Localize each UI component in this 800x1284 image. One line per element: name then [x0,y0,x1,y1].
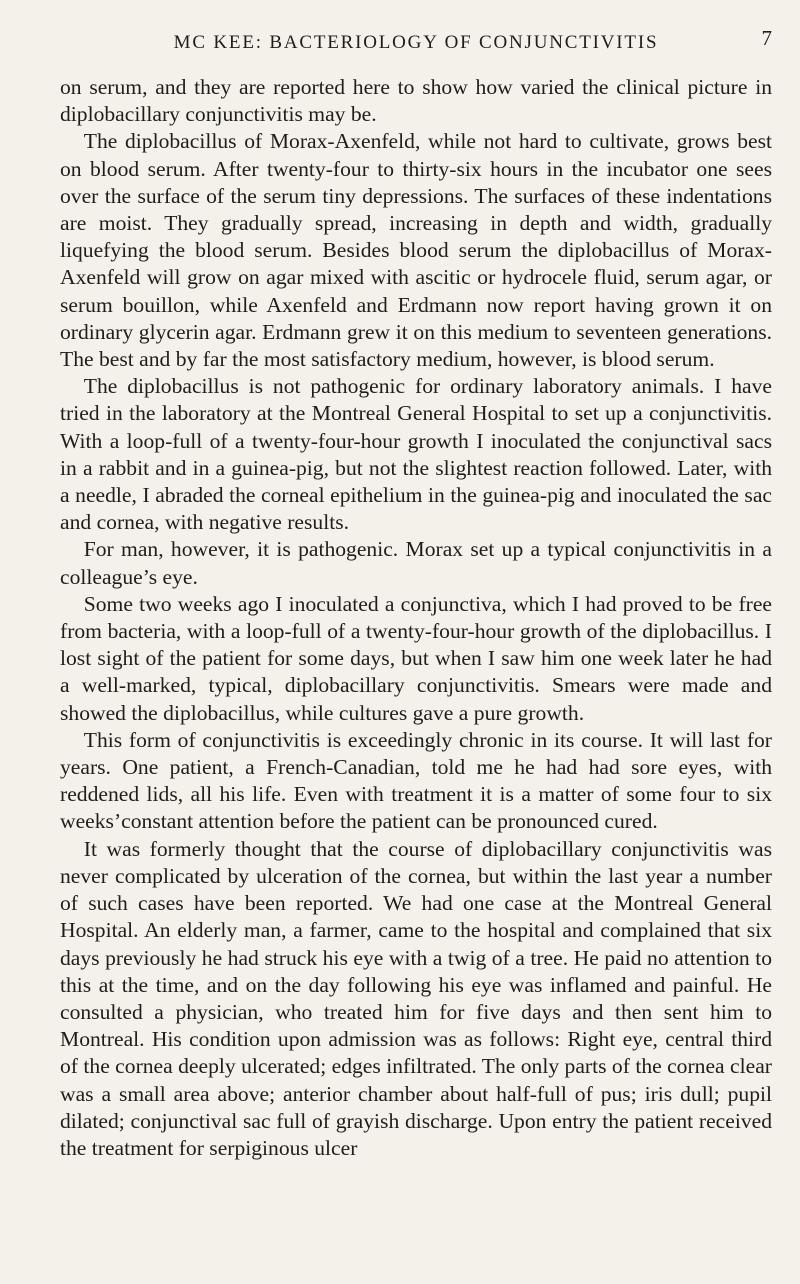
paragraph: Some two weeks ago I inoculated a conjunctiva, which I had proved to be free from bacteria, with a loop-full of a twenty-four-hour growth of the diplobacillus. I lost sight of the patient for some days, but when I saw him one week later he had a well-marked, typical, diplobacillary conjunctivitis. Smears were made and showed the diplobacillus, while cultures gave a pure growth. [60,591,772,725]
paragraph: The diplobacillus of Morax-Axenfeld, while not hard to cultivate, grows best on blood serum. After twenty-four to thirty-six hours in the incubator one sees over the surface of the serum tiny depressions. The surfaces of these indentations are moist. They gradually spread, increasing in depth and width, gradually liquefying the blood serum. Besides blood serum the diplobacillus of Morax-Axenfeld will grow on agar mixed with ascitic or hydrocele fluid, serum agar, or serum bouillon, while Axenfeld and Erdmann now report having grown it on ordinary glycerin agar. Erdmann grew it on this medium to seventeen generations. The best and by far the most satisfactory medium, however, is blood serum. [60,129,772,372]
paragraph: The diplobacillus is not pathogenic for ordinary laboratory animals. I have tried in the laboratory at the Montreal General Hospital to set up a conjunctivitis. With a loop-full of a twenty-four-hour growth I inoculated the conjunctival sacs in a rabbit and in a guinea-pig, but not the slightest reaction followed. Later, with a needle, I abraded the corneal epithelium in the guinea-pig and inoculated the sac and cornea, with negative results. [60,374,772,535]
body-text [60,74,772,1162]
paragraph: This form of conjunctivitis is exceedingly chronic in its course. It will last for years. One patient, a French-Canadian, told me he had had sore eyes, with reddened lids, all his life. Even with treatment it is a matter of some four to six weeks’constant attention before the patient can be pronounced cured. [60,727,772,834]
running-header [60,22,772,66]
paragraph: For man, however, it is pathogenic. Morax set up a typical conjunctivitis in a colleague’s eye. [60,537,772,589]
page-number: 7 [761,26,772,50]
running-title: MC KEE: BACTERIOLOGY OF CONJUNCTIVITIS [173,32,659,53]
paragraph: It was formerly thought that the course of diplobacillary conjunctivitis was never complicated by ulceration of the cornea, but within the last year a number of such cases have been reported. We had one case at the Montreal General Hospital. An elderly man, a farmer, came to the hospital and complained that six days previously he had struck his eye with a twig of a tree. He paid no attention to this at the time, and on the day following his eye was inflamed and painful. He consulted a physician, who treated him for five days and then sent him to Montreal. His condition upon admission was as follows: Right eye, central third of the cornea deeply ulcerated; edges infiltrated. The only parts of the cornea clear was a small area above; anterior chamber about half-full of pus; iris dull; pupil dilated; conjunctival sac full of grayish discharge. Upon entry the patient received the treatment for serpiginous ulcer [60,836,772,1160]
paragraph: on serum, and they are reported here to show how varied the clinical picture in diplobacillary conjunctivitis may be. [60,75,772,127]
